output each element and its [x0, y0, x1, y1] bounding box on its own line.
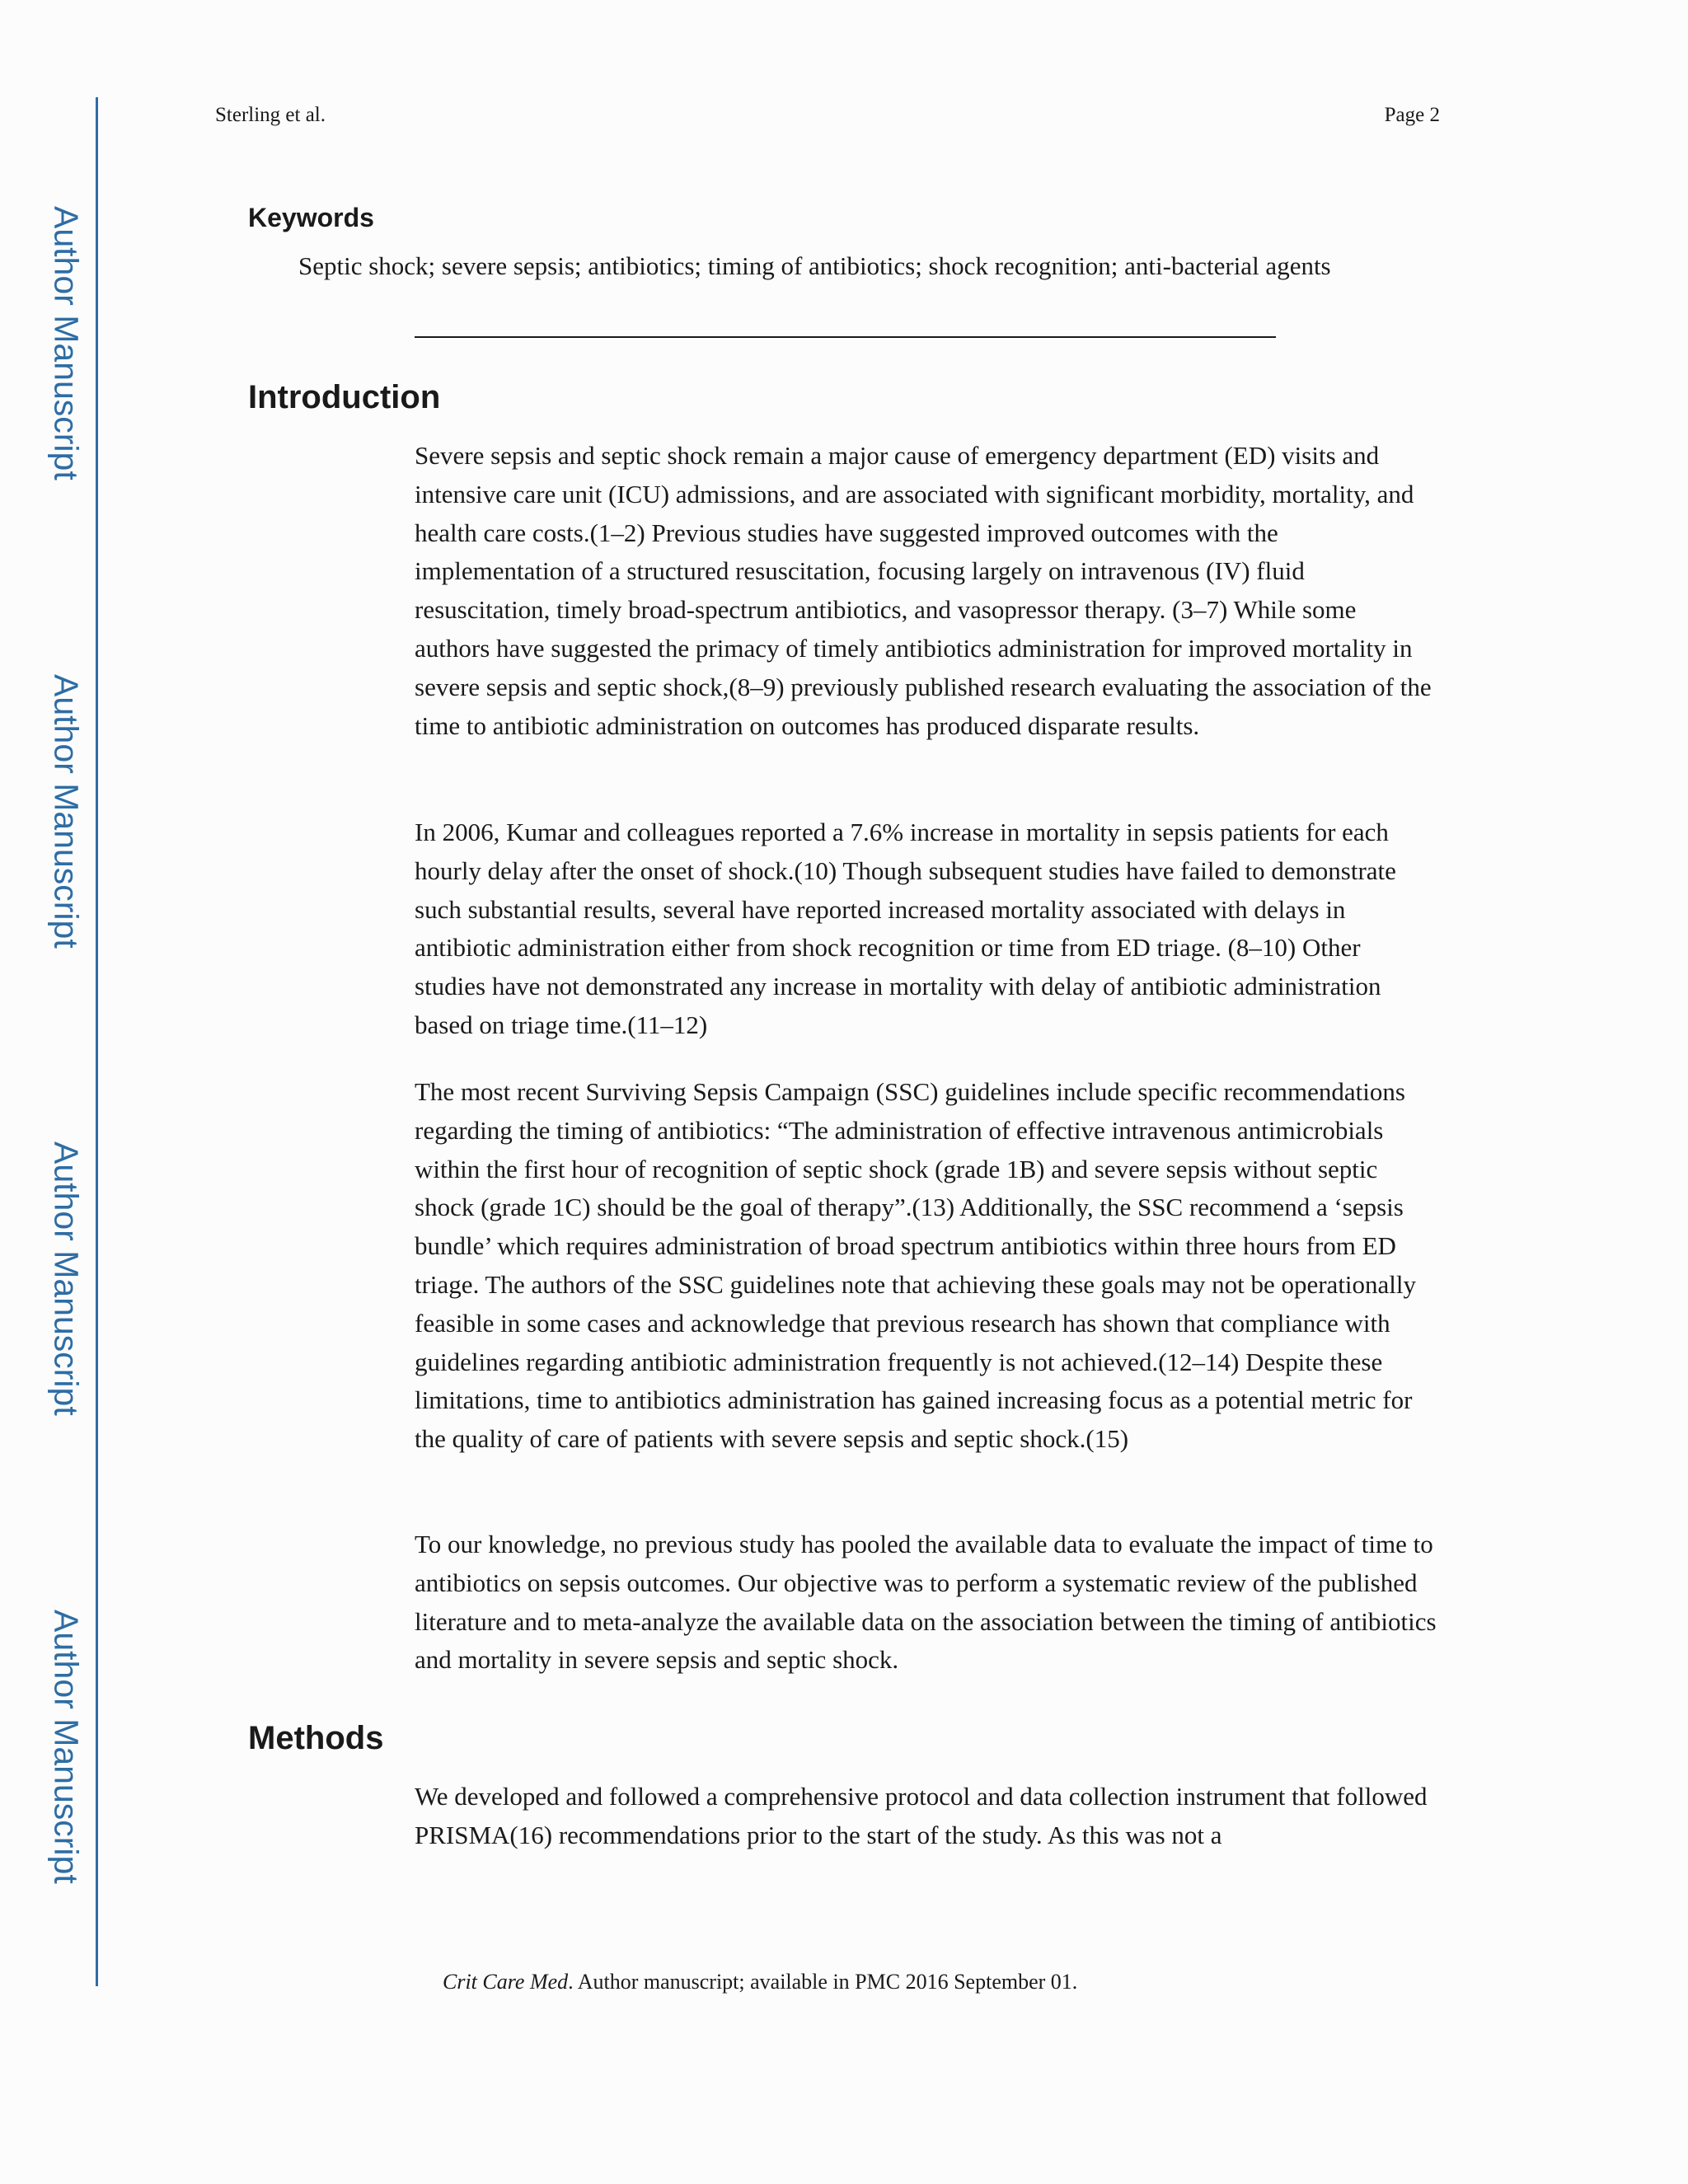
methods-paragraph: We developed and followed a comprehensive protocol and data collection instrument that followed PRISMA(16) recommendations prior to the start of the study. As this was not a — [415, 1782, 1428, 1849]
sidebar-rule — [96, 97, 98, 1986]
introduction-paragraph: The most recent Surviving Sepsis Campaign (SSC) guidelines include specific recommendations regarding the timing of antibiotics: “The administration of effective intravenous antimicrobials within the first hour of recognition of septic shock (grade 1B) and severe sepsis without septic shock (grade 1C) should be the goal of therapy”.(13) Additionally, the SSC recommend a ‘sepsis bundle’ which requires administration of broad spectrum antibiotics within three hours from ED triage. The authors of the SSC guidelines note that achieving these goals may not be operationally feasible in some cases and acknowledge that previous research has shown that compliance with guidelines regarding antibiotic administration frequently is not achieved.(12–14) Despite these limitations, time to antibiotics administration has gained increasing focus as a potential metric for the quality of care of patients with severe sepsis and septic shock.(15) — [415, 1077, 1417, 1454]
keywords-text: Septic shock; severe sepsis; antibiotics; timing of antibiotics; shock recognition; anti-bacterial agents — [298, 251, 1331, 280]
methods-heading: Methods — [248, 1720, 384, 1756]
keywords-divider — [415, 336, 1276, 338]
introduction-paragraph: Severe sepsis and septic shock remain a major cause of emergency department (ED) visits and intensive care unit (ICU) admissions, and are associated with significant morbidity, mortality, and health care costs.(1–2) Previous studies have suggested improved outcomes with the implementation of a structured resuscitation, focusing largely on intravenous (IV) fluid resuscitation, timely broad-spectrum antibiotics, and vasopressor therapy. (3–7) While some authors have suggested the primacy of timely antibiotics administration for improved mortality in severe sepsis and septic shock,(8–9) previously published research evaluating the association of the time to antibiotic administration on outcomes has produced disparate results. — [415, 441, 1432, 740]
sidebar-label: Author Manuscript — [47, 1141, 86, 1416]
sidebar-label: Author Manuscript — [47, 674, 86, 949]
introduction-paragraph: In 2006, Kumar and colleagues reported a 7.6% increase in mortality in sepsis patients for each hourly delay after the onset of shock.(10) Though subsequent studies have failed to demonstrate such substantial results, several have reported increased mortality associated with delays in antibiotic administration either from shock recognition or time from ED triage. (8–10) Other studies have not demonstrated any increase in mortality with delay of antibiotic administration based on triage time.(11–12) — [415, 818, 1396, 1039]
running-head-page-number: Page 2 — [1384, 104, 1440, 126]
footer-journal-title: Crit Care Med — [443, 1970, 569, 1994]
sidebar-label: Author Manuscript — [47, 206, 86, 480]
running-head-authors: Sterling et al. — [215, 104, 326, 126]
introduction-heading: Introduction — [248, 379, 441, 415]
sidebar-label: Author Manuscript — [47, 1610, 86, 1884]
introduction-paragraph: To our knowledge, no previous study has pooled the available data to evaluate the impact of time to antibiotics on sepsis outcomes. Our objective was to perform a systematic review of the published literature and to meta-analyze the available data on the association between the timing of antibiotics and mortality in severe sepsis and septic shock. — [415, 1530, 1437, 1675]
footer-availability: . Author manuscript; available in PMC 2016 September 01. — [568, 1970, 1078, 1994]
page-footer — [443, 1970, 1077, 1994]
keywords-heading: Keywords — [248, 203, 374, 232]
